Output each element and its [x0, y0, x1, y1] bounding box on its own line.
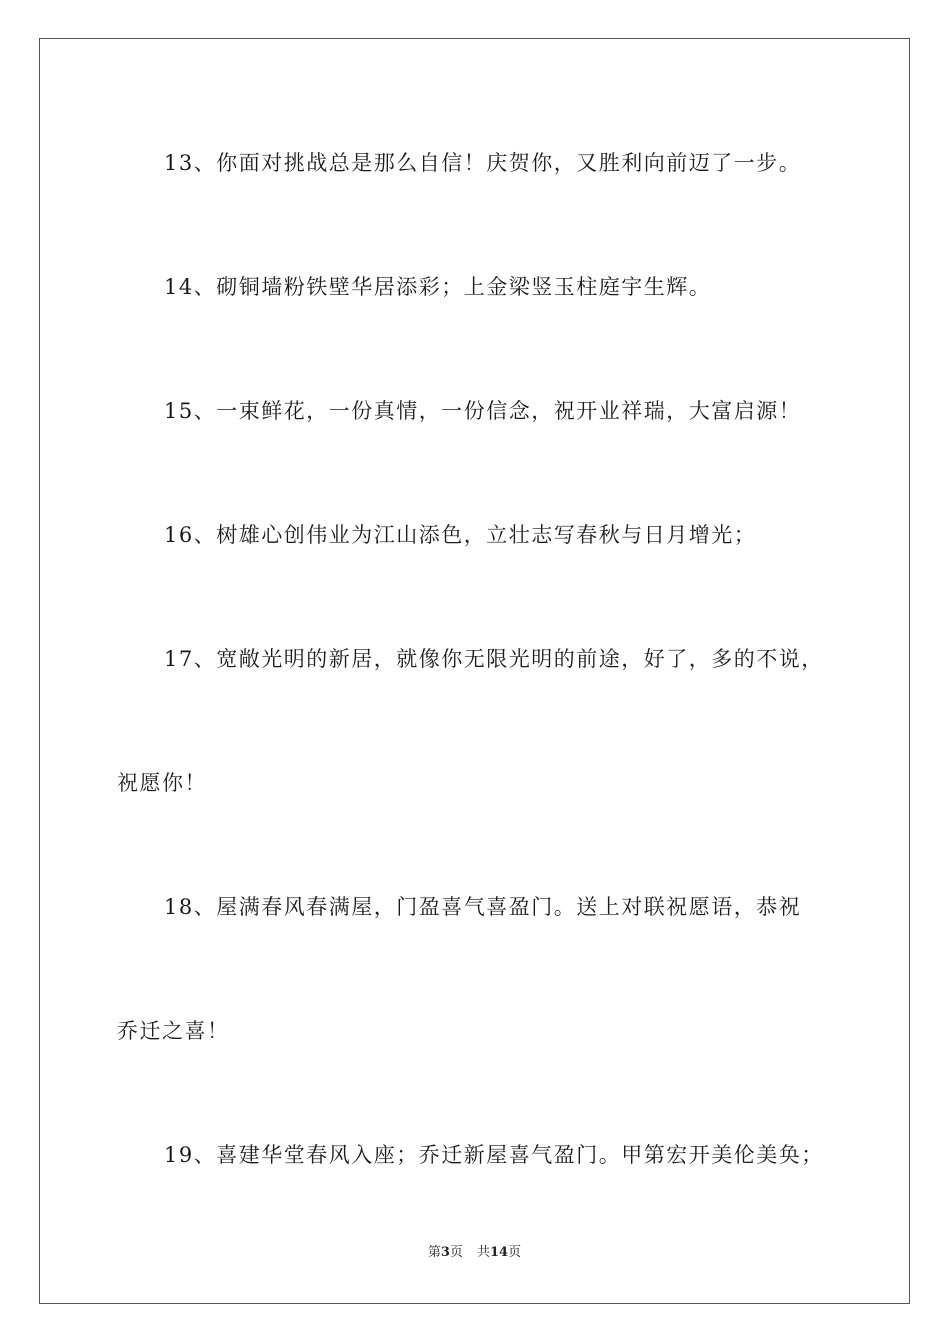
- total-pages: 14: [489, 1245, 509, 1260]
- paragraph-14-line-1: 14、砌铜墙粉铁壁华居添彩；上金梁竖玉柱庭宇生辉。: [164, 275, 712, 299]
- page-suffix: 页: [449, 1245, 463, 1260]
- paragraph-18-line-2: 乔迁之喜！: [117, 1019, 230, 1043]
- total-suffix: 页: [508, 1245, 522, 1260]
- page-prefix: 第: [427, 1245, 441, 1260]
- paragraph-13-line-1: 13、你面对挑战总是那么自信！庆贺你，又胜利向前迈了一步。: [164, 151, 802, 175]
- page-footer: [40, 1244, 909, 1262]
- paragraph-16-line-1: 16、树雄心创伟业为江山添色，立壮志写春秋与日月增光；: [164, 523, 757, 547]
- paragraph-17-line-1: 17、宽敞光明的新居，就像你无限光明的前途，好了，多的不说，: [164, 647, 824, 671]
- total-prefix: 共: [476, 1245, 490, 1260]
- paragraph-18-line-1: 18、屋满春风春满屋，门盈喜气喜盈门。送上对联祝愿语，恭祝: [164, 895, 802, 919]
- paragraph-19-line-1: 19、喜建华堂春风入座；乔迁新屋喜气盈门。甲第宏开美伦美奂；: [164, 1143, 824, 1167]
- paragraph-17-line-2: 祝愿你！: [117, 771, 207, 795]
- page-number: 3: [440, 1245, 450, 1260]
- paragraph-15-line-1: 15、一束鲜花，一份真情，一份信念，祝开业祥瑞，大富启源！: [164, 399, 802, 423]
- page-border: [39, 38, 910, 1304]
